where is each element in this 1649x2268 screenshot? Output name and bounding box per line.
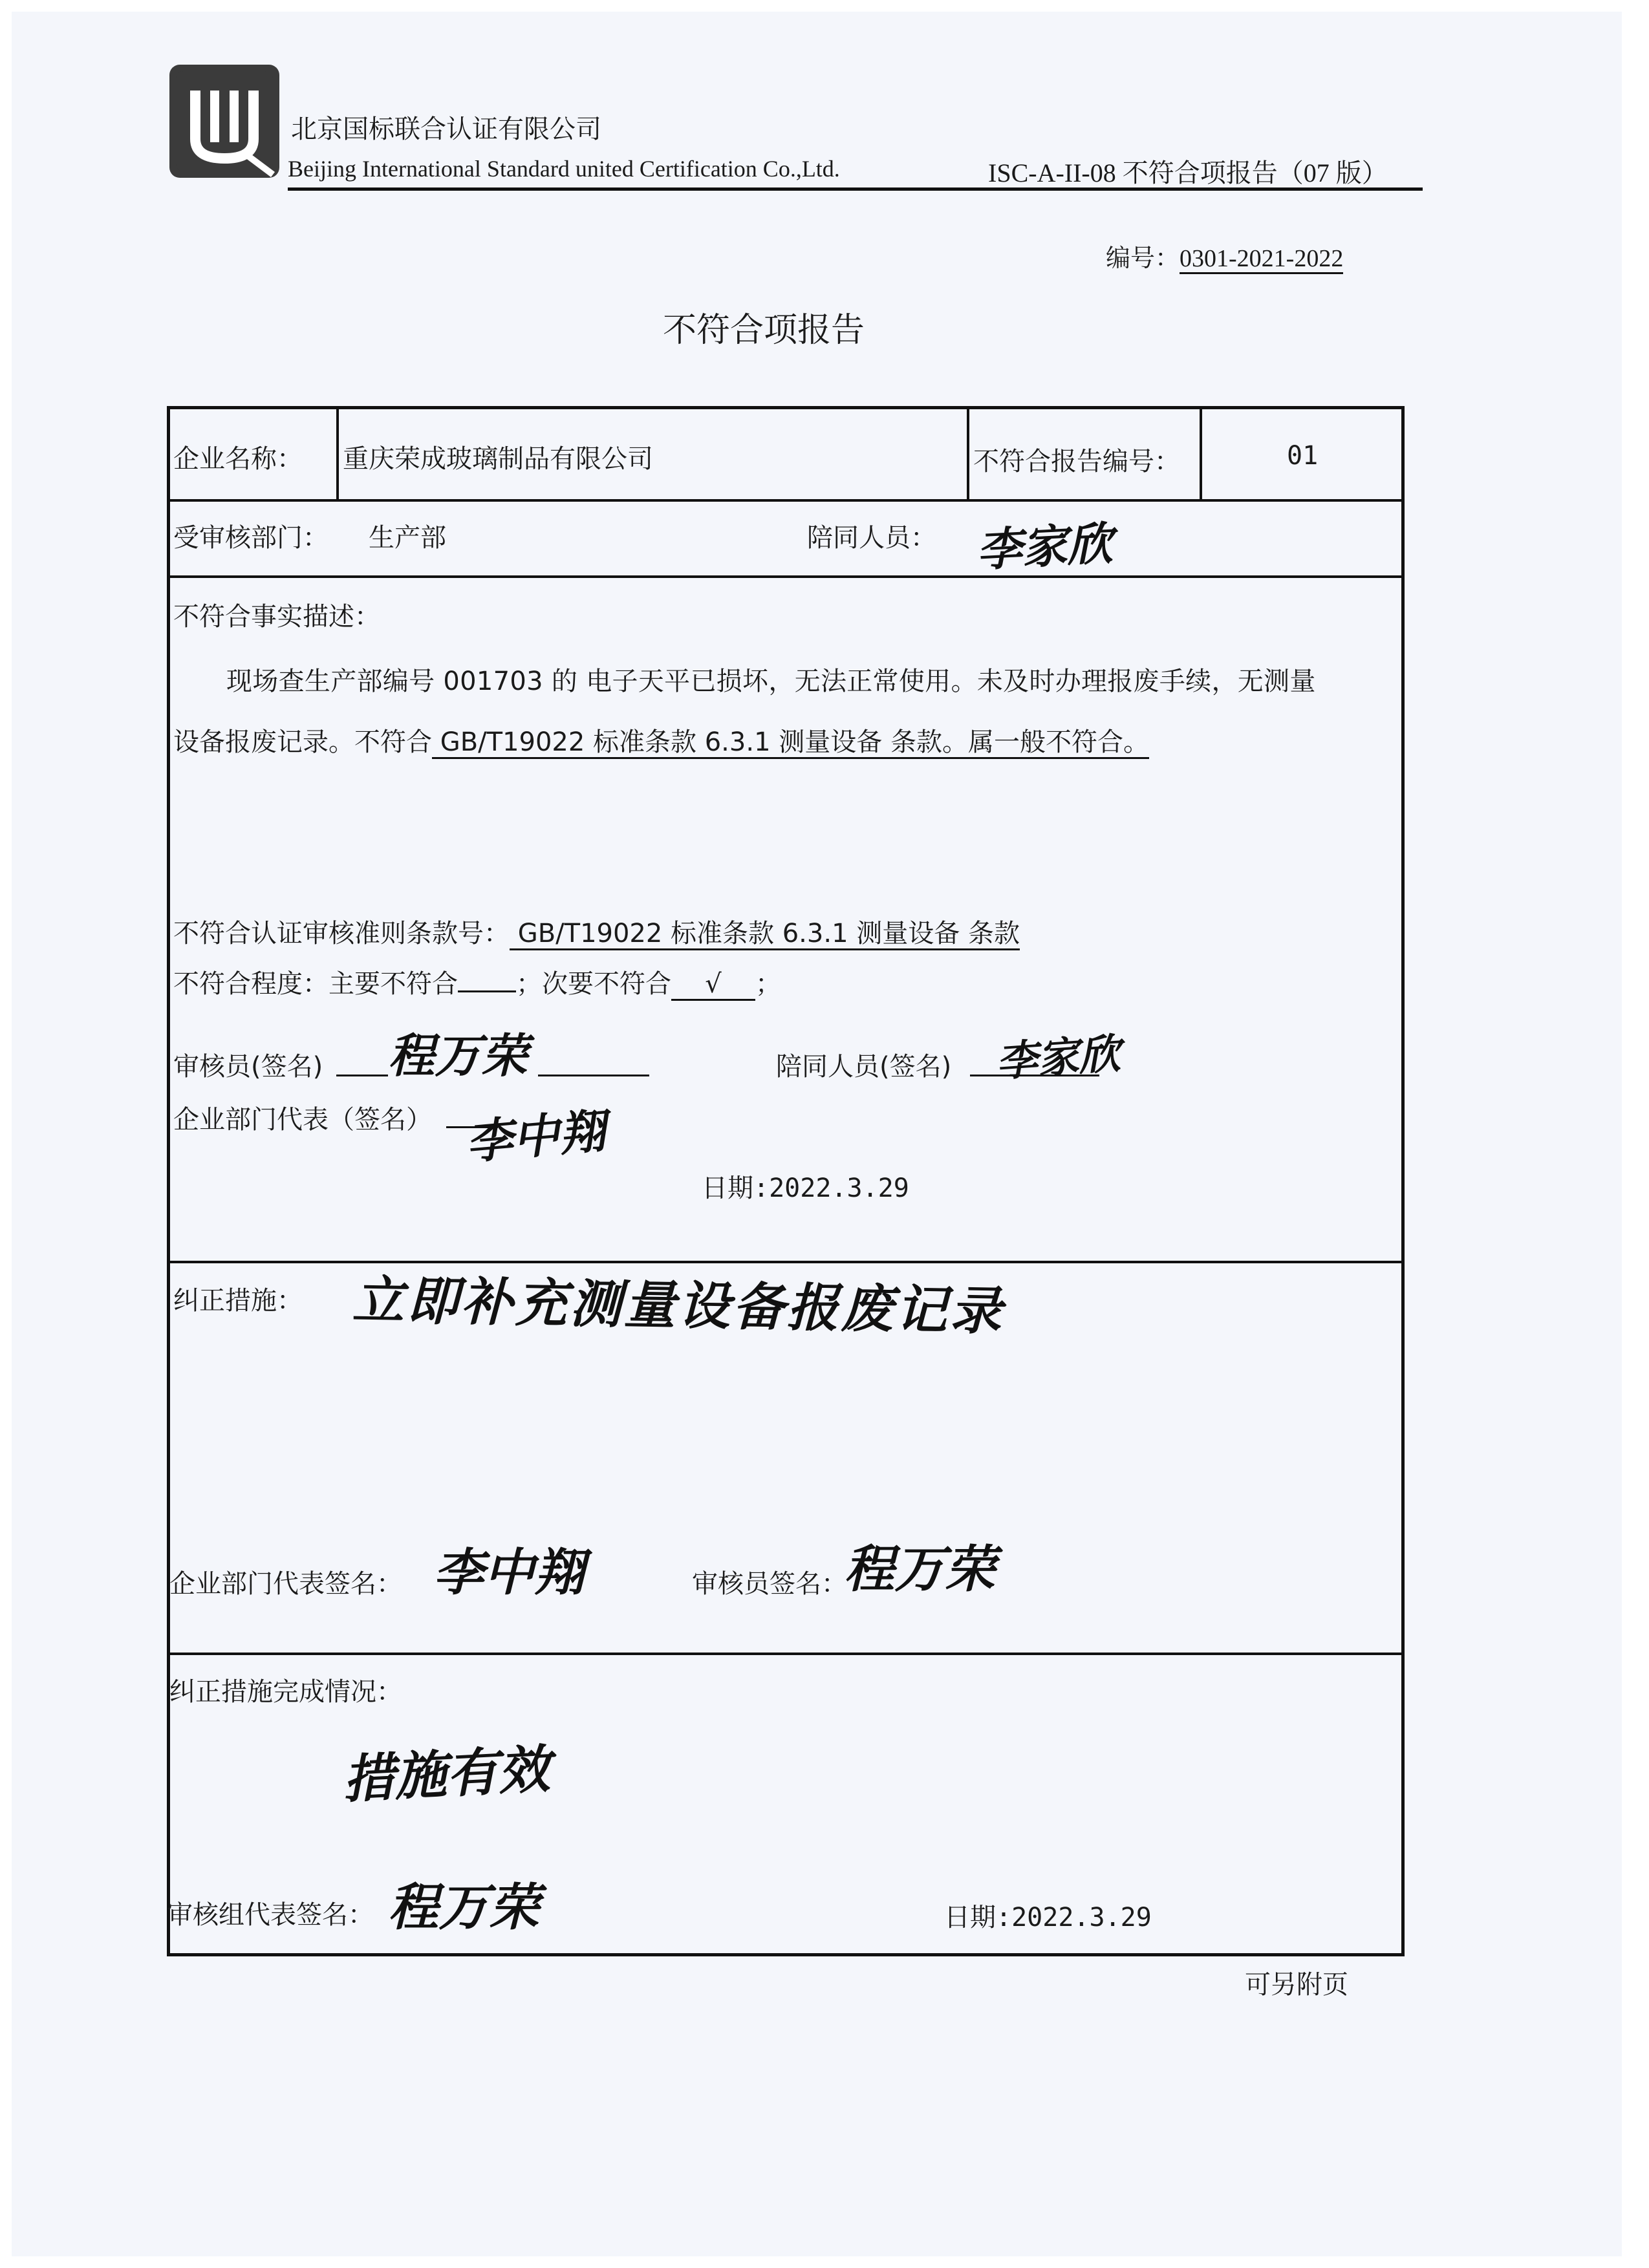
report-no-value: 01 (1287, 441, 1319, 471)
facts-line2-prefix: 设备报废记录。不符合 (173, 727, 432, 757)
dept-value: 生产部 (369, 523, 446, 553)
page-title: 不符合项报告 (663, 311, 865, 350)
corrective-rep-signature: 李中翔 (433, 1543, 585, 1602)
report-number (1106, 238, 1343, 273)
completion-date: 日期:2022.3.29 (944, 1903, 1152, 1932)
report-number-label: 编号： (1106, 244, 1180, 272)
group-rep-label: 审核组代表签名： (167, 1900, 374, 1930)
degree-row (173, 963, 781, 1001)
dept-label: 受审核部门： (173, 523, 329, 553)
row-divider (167, 499, 1405, 502)
company-name-cn: 北京国标联合认证有限公司 (291, 114, 601, 144)
divider (967, 406, 969, 500)
completion-label: 纠正措施完成情况： (169, 1677, 402, 1707)
report-number-value: 0301-2021-2022 (1180, 245, 1343, 274)
clause-value: GB/T19022 标准条款 6.3.1 测量设备 条款 (510, 919, 1020, 950)
degree-main-blank (458, 990, 516, 992)
auditor-signature: 程万荣 (388, 1028, 528, 1083)
clause-label: 不符合认证审核准则条款号： (173, 919, 510, 948)
company-label: 企业名称： (173, 444, 303, 474)
footer-note: 可另附页 (1245, 1970, 1348, 2000)
divider (336, 406, 339, 500)
corrective-auditor-label: 审核员签名： (692, 1569, 847, 1599)
accompany-label: 陪同人员： (807, 523, 936, 553)
degree-mid: ；次要不符合 (516, 969, 671, 999)
header-rule (288, 187, 1423, 191)
facts-date: 日期:2022.3.29 (702, 1173, 909, 1203)
row-divider (167, 1653, 1405, 1655)
rep-signature: 李中翔 (464, 1102, 608, 1170)
isc-logo-icon (169, 65, 279, 178)
facts-line2 (173, 722, 1149, 758)
facts-line2-clause: GB/T19022 标准条款 6.3.1 测量设备 条款。属一般不符合。 (432, 727, 1149, 759)
company-value: 重庆荣成玻璃制品有限公司 (343, 444, 653, 474)
accompany-signature: 李家欣 (975, 516, 1114, 577)
auditor-sign-label: 审核员(签名) (173, 1052, 323, 1082)
accompany-sign-label: 陪同人员(签名) (776, 1052, 952, 1082)
divider (1200, 406, 1202, 500)
completion-handwritten: 措施有效 (341, 1738, 552, 1810)
signature-line (336, 1075, 388, 1076)
signature-line (538, 1075, 649, 1076)
corrective-auditor-signature: 程万荣 (844, 1540, 996, 1599)
report-no-label: 不符合报告编号： (973, 447, 1180, 476)
degree-minor-mark: √ (671, 969, 755, 1001)
row-divider (167, 575, 1405, 578)
corrective-label: 纠正措施： (173, 1286, 303, 1316)
facts-label: 不符合事实描述： (173, 602, 380, 632)
form-code: ISC-A-II-08 不符合项报告（07 版） (988, 158, 1388, 187)
corrective-rep-label: 企业部门代表签名： (169, 1569, 402, 1599)
facts-line1: 现场查生产部编号 001703 的 电子天平已损坏，无法正常使用。未及时办理报废手续，无测量 (226, 667, 1316, 696)
rep-sign-label: 企业部门代表（签名） (173, 1105, 432, 1135)
accompany-sign-signature: 李家欣 (995, 1029, 1122, 1087)
corrective-handwritten: 立即补充测量设备报废记录 (352, 1269, 1005, 1342)
group-rep-signature: 程万荣 (388, 1878, 540, 1937)
company-name-en: Beijing International Standard united Certification Co.,Ltd. (288, 156, 840, 182)
degree-end: ； (755, 969, 781, 999)
clause-row (173, 913, 1020, 950)
degree-prefix: 不符合程度：主要不符合 (173, 969, 458, 999)
